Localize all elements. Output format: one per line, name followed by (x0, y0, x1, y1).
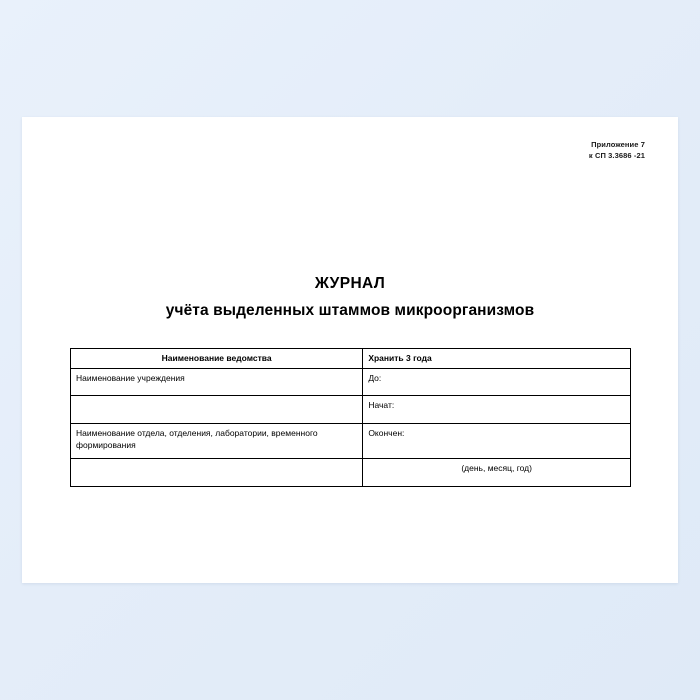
cell-blank-left-2 (71, 459, 363, 487)
cover-info-table (70, 348, 631, 487)
cell-blank-left (71, 396, 363, 424)
page-title: ЖУРНАЛ (314, 275, 386, 292)
cell-unit-label: Наименование отдела, отделения, лаборатории, временного формирования (71, 424, 363, 459)
cell-department-header: Наименование ведомства (71, 349, 363, 369)
cell-storage-term: Хранить 3 года (363, 349, 631, 369)
appendix-line-1: Приложение 7 (591, 140, 645, 149)
appendix-line-2: к СП 3.3686 -21 (588, 150, 645, 160)
cell-until-label: До: (363, 369, 631, 396)
cell-started-label: Начат: (363, 396, 631, 424)
cover-info-table-wrapper (70, 348, 631, 487)
table-row (71, 369, 631, 396)
appendix-reference (589, 140, 645, 162)
table-row (71, 396, 631, 424)
cell-finished-label: Окончен: (363, 424, 631, 459)
document-title-block (22, 275, 678, 320)
table-row (71, 459, 631, 487)
page-subtitle: учёта выделенных штаммов микроорганизмов (165, 302, 535, 319)
document-sheet (22, 117, 678, 583)
cell-institution-label: Наименование учреждения (71, 369, 363, 396)
table-row (71, 424, 631, 459)
cell-date-format-hint: (день, месяц, год) (363, 459, 631, 487)
table-row (71, 349, 631, 369)
